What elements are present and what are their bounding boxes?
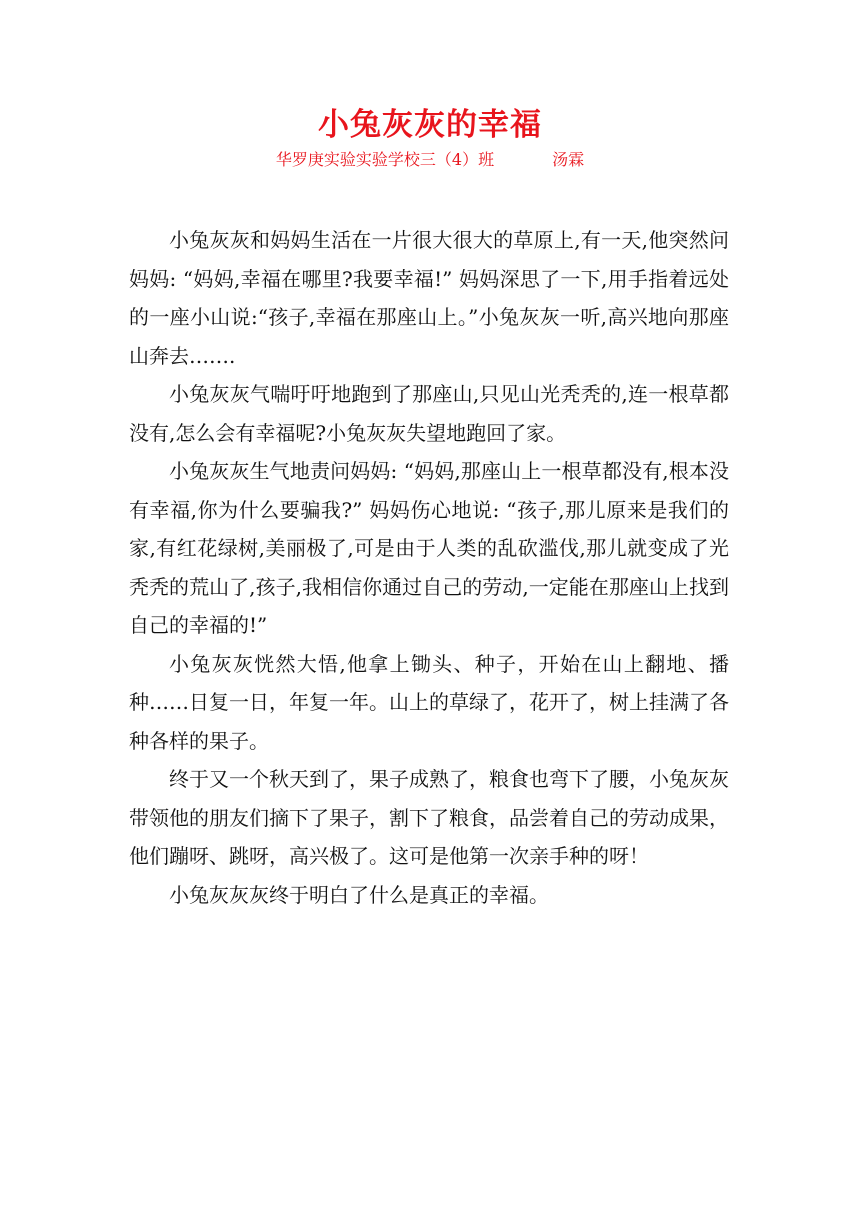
school-class: 华罗庚实验实验学校三（4）班: [275, 150, 495, 169]
author-name: 汤霖: [552, 150, 585, 169]
paragraph-2: 小兔灰灰气喘吁吁地跑到了那座山,只见山光秃秃的,连一根草都没有,怎么会有幸福呢?小兔灰灰失望地跑回了家。: [129, 382, 729, 445]
byline: [0, 148, 860, 172]
paragraph-6: 小兔灰灰灰终于明白了什么是真正的幸福。: [169, 882, 549, 907]
paragraph-3: 小兔灰灰生气地责问妈妈: “妈妈,那座山上一根草都没有,根本没有幸福,你为什么要骗我?” 妈妈伤心地说: “孩子,那儿原来是我们的家,有红花绿树,美丽极了,可是由于人类的乱砍滥伐,那儿就变成了光秃秃的荒山了,孩子,我相信你通过自己的劳动,一定能在那座山上找到自己的幸福的!”: [129, 459, 729, 637]
paragraph-4: 小兔灰灰恍然大悟,他拿上锄头、种子，开始在山上翻地、播种……日复一日，年复一年。山上的草绿了，花开了，树上挂满了各种各样的果子。: [129, 651, 729, 753]
paragraph-1: 小兔灰灰和妈妈生活在一片很大很大的草原上,有一天,他突然问妈妈: “妈妈,幸福在哪里?我要幸福!” 妈妈深思了一下,用手指着远处的一座小山说:“孩子,幸福在那座山上。”小兔灰灰一听,高兴地向那座山奔去…….: [129, 228, 729, 368]
paragraph-5: 终于又一个秋天到了，果子成熟了，粮食也弯下了腰，小兔灰灰带领他的朋友们摘下了果子，割下了粮食，品尝着自己的劳动成果，他们蹦呀、跳呀，高兴极了。这可是他第一次亲手种的呀！: [129, 767, 729, 868]
story-body: [129, 221, 729, 914]
page-title: 小兔灰灰的幸福: [318, 107, 542, 143]
